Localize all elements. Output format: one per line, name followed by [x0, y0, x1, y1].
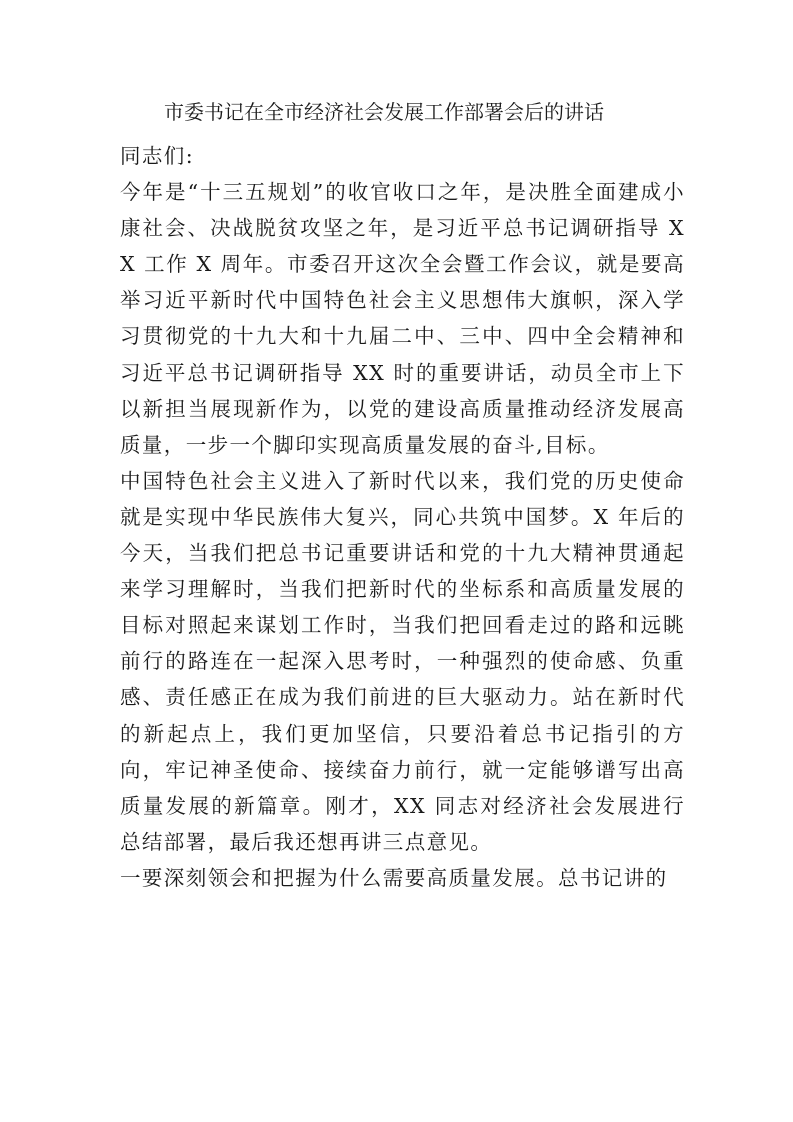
paragraph-1: 今年是“十三五规划”的收官收口之年，是决胜全面建成小康社会、决战脱贫攻坚之年，是习近平总书记调研指导 XX 工作 X 周年。市委召开这次全会暨工作会议，就是要高举习近平新时代中国特色社会主义思想伟大旗帜，深入学习贯彻党的十九大和十九届二中、三中、四中全会精神和习近平总书记调研指导 XX 时的重要讲话，动员全市上下以新担当展现新作为，以党的建设高质量推动经济发展高质量，一步一个脚印实现高质量发展的奋斗,目标。: [120, 180, 685, 457]
paragraph-2: 中国特色社会主义进入了新时代以来，我们党的历史使命就是实现中华民族伟大复兴，同心共筑中国梦。X 年后的今天，当我们把总书记重要讲话和党的十九大精神贯通起来学习理解时，当我们把新时代的坐标系和高质量发展的目标对照起来谋划工作时，当我们把回看走过的路和远眺前行的路连在一起深入思考时，一种强烈的使命感、负重感、责任感正在成为我们前进的巨大驱动力。站在新时代的新起点上，我们更加坚信，只要沿着总书记指引的方向，牢记神圣使命、接续奋力前行，就一定能够谱写出高质量发展的新篇章。刚才，XX 同志对经济社会发展进行总结部署，最后我还想再讲三点意见。: [120, 468, 685, 854]
document-body: [120, 138, 685, 896]
salutation: 同志们:: [120, 144, 195, 168]
document-title: 市委书记在全市经济社会发展工作部署会后的讲话: [164, 100, 604, 124]
paragraph-3: 一要深刻领会和把握为什么需要高质量发展。总书记讲的: [120, 865, 668, 890]
